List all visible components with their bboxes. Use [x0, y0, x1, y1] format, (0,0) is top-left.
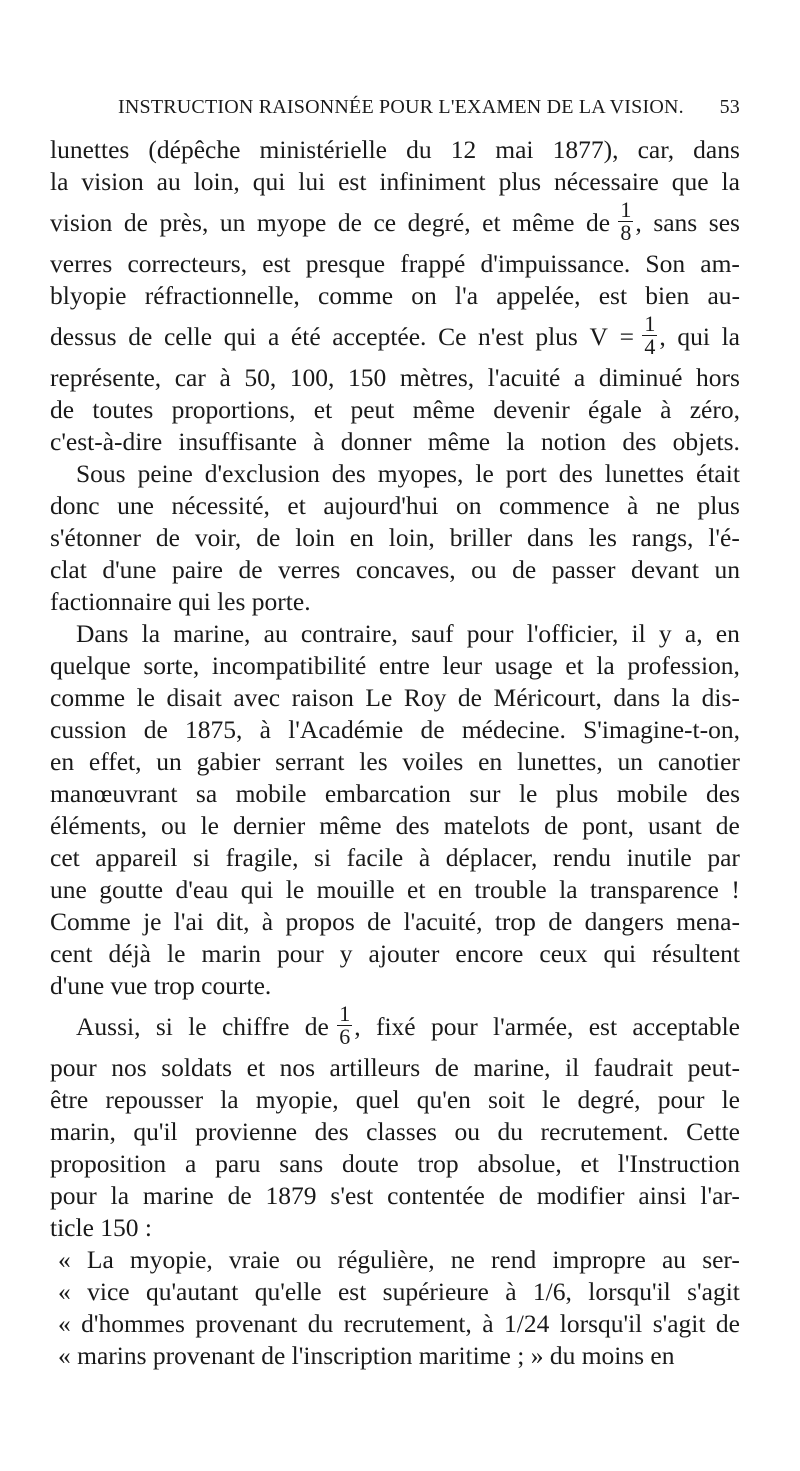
text-line: pour la marine de 1879 s'est contentée de modifier ainsi l'ar-	[50, 1181, 740, 1210]
fraction-denominator: 6	[339, 1023, 351, 1049]
text-line: manœuvrant sa mobile embarcation sur le plus mobile des	[50, 779, 740, 808]
page-number: 53	[719, 96, 740, 118]
text-line: Aussi, si le chiffre de $\frac{1}{6}$ , fixé pour l'armée, est acceptable	[76, 1000, 740, 1049]
text-line: quelque sorte, incompatibilité entre leur usage et la profession,	[50, 651, 740, 680]
page-header	[118, 96, 740, 126]
fraction	[337, 1000, 352, 1049]
text-line: Comme je l'ai dit, à propos de l'acuité, trop de dangers mena-	[50, 907, 740, 936]
body-text	[50, 134, 740, 1372]
text-line: vision de près, un myope de ce degré, et même de $\frac{1}{8}$ , sans ses	[50, 196, 740, 245]
text-line: verres correcteurs, est presque frappé d'impuissance. Son am-	[50, 249, 740, 278]
text-line: dessus de celle qui a été acceptée. Ce n'est plus V = $\frac{1}{4}$ , qui la	[50, 310, 740, 359]
text-line: en effet, un gabier serrant les voiles en lunettes, un canotier	[50, 747, 740, 776]
text-line: comme le disait avec raison Le Roy de Méricourt, dans la dis-	[50, 683, 740, 712]
text-line: proposition a paru sans doute trop absolue, et l'Instruction	[50, 1149, 740, 1178]
text-line: c'est-à-dire insuffisante à donner même la notion des objets.	[50, 427, 740, 456]
text-line: être repousser la myopie, quel qu'en soit le degré, pour le	[50, 1085, 740, 1114]
fraction-numerator: 1	[339, 1000, 351, 1026]
text-line: ticle 150 :	[50, 1213, 152, 1242]
text-line: s'étonner de voir, de loin en loin, briller dans les rangs, l'é-	[50, 523, 740, 552]
text-line: pour nos soldats et nos artilleurs de marine, il faudrait peut-	[50, 1053, 740, 1082]
text-line: cet appareil si fragile, si facile à déplacer, rendu inutile par	[50, 843, 740, 872]
text-line: « d'hommes provenant du recrutement, à 1/24 lorsqu'il s'agit de	[58, 1309, 740, 1338]
text-line: cent déjà le marin pour y ajouter encore ceux qui résultent	[50, 939, 740, 968]
text-line: « vice qu'autant qu'elle est supérieure à 1/6, lorsqu'il s'agit	[58, 1277, 740, 1306]
text-line: une goutte d'eau qui le mouille et en trouble la transparence !	[50, 875, 740, 904]
text-line: représente, car à 50, 100, 150 mètres, l'acuité a diminué hors	[50, 363, 740, 392]
fraction-numerator: 1	[620, 196, 632, 222]
text-line: factionnaire qui les porte.	[50, 587, 311, 616]
fraction	[618, 196, 633, 245]
text-line: clat d'une paire de verres concaves, ou de passer devant un	[50, 555, 740, 584]
text-line: Dans la marine, au contraire, sauf pour l'officier, il y a, en	[76, 619, 740, 648]
fraction-denominator: 8	[620, 219, 632, 245]
fraction-denominator: 4	[644, 333, 656, 359]
text-line: cussion de 1875, à l'Académie de médecine. S'imagine-t-on,	[50, 715, 740, 744]
text-line: Sous peine d'exclusion des myopes, le port des lunettes était	[76, 459, 740, 488]
text-line: la vision au loin, qui lui est infiniment plus nécessaire que la	[50, 167, 740, 196]
running-title: INSTRUCTION RAISONNÉE POUR L'EXAMEN DE LA VISION.	[118, 96, 684, 118]
text-line: « La myopie, vraie ou régulière, ne rend impropre au ser-	[58, 1245, 740, 1274]
text-line: éléments, ou le dernier même des matelots de pont, usant de	[50, 811, 740, 840]
text-line: « marins provenant de l'inscription maritime ; » du moins en	[58, 1341, 675, 1370]
fraction	[642, 310, 657, 359]
text-line: d'une vue trop courte.	[50, 971, 272, 1000]
text-line: lunettes (dépêche ministérielle du 12 mai 1877), car, dans	[50, 135, 740, 164]
text-line: donc une nécessité, et aujourd'hui on commence à ne plus	[50, 491, 740, 520]
text-line: blyopie réfractionnelle, comme on l'a appelée, est bien au-	[50, 281, 740, 310]
text-line: de toutes proportions, et peut même devenir égale à zéro,	[50, 395, 740, 424]
text-line: marin, qu'il provienne des classes ou du recrutement. Cette	[50, 1117, 740, 1146]
fraction-numerator: 1	[644, 310, 656, 336]
